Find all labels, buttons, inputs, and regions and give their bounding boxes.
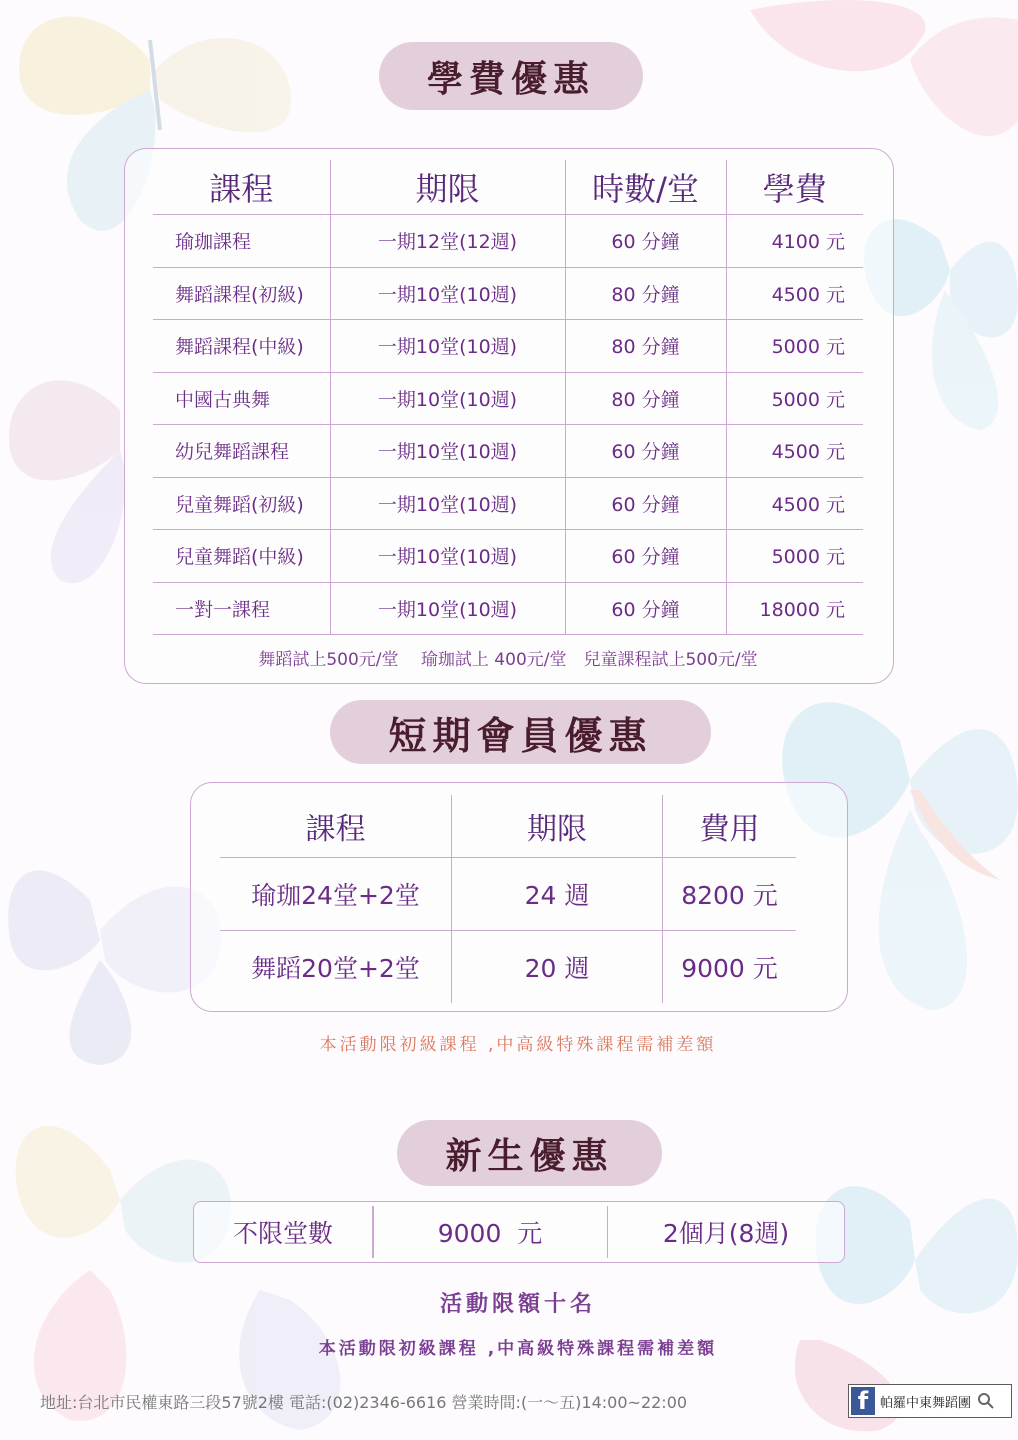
course-cell: 中國古典舞 (153, 372, 330, 425)
table-row (220, 858, 796, 931)
duration-cell: 60 分鐘 (565, 530, 726, 583)
fee-cell: 4500 元 (726, 477, 863, 530)
table-row (153, 477, 863, 530)
header-fee: 學費 (726, 160, 863, 215)
course-cell: 舞蹈課程(初級) (153, 267, 330, 320)
course-cell: 幼兒舞蹈課程 (153, 425, 330, 478)
period-cell: 一期10堂(10週) (330, 320, 565, 373)
course-cell: 兒童舞蹈(中級) (153, 530, 330, 583)
member-title: 短期會員優惠 (388, 713, 653, 758)
table-row (153, 215, 863, 268)
fee-cell: 4500 元 (726, 267, 863, 320)
course-cell: 一對一課程 (153, 582, 330, 635)
fee-cell: 18000 元 (726, 582, 863, 635)
header-duration: 時數/堂 (565, 160, 726, 215)
table-row (153, 425, 863, 478)
tuition-table (153, 160, 863, 635)
duration-cell: 60 分鐘 (565, 425, 726, 478)
newbie-offer-box (193, 1201, 845, 1263)
tuition-title-pill (379, 42, 643, 110)
period-cell: 一期10堂(10週) (330, 267, 565, 320)
fee-cell: 4500 元 (726, 425, 863, 478)
footer-address: 地址:台北市民權東路三段57號2樓 電話:(02)2346-6616 營業時間:(一～五)14:00~22:00 (40, 1393, 688, 1412)
header-period: 期限 (330, 160, 565, 215)
header-course: 課程 (153, 160, 330, 215)
facebook-search-badge[interactable] (848, 1384, 1012, 1418)
duration-cell: 80 分鐘 (565, 320, 726, 373)
butterfly-decoration-top-right (730, 0, 1018, 170)
newbie-title: 新生優惠 (445, 1135, 614, 1177)
table-row (153, 530, 863, 583)
duration-cell: 60 分鐘 (565, 215, 726, 268)
period-cell: 一期10堂(10週) (330, 530, 565, 583)
tuition-header-row (153, 160, 863, 215)
duration-cell: 60 分鐘 (565, 582, 726, 635)
period-cell: 一期10堂(10週) (330, 582, 565, 635)
period-cell: 24 週 (452, 858, 663, 931)
course-cell: 舞蹈20堂+2堂 (220, 931, 452, 1004)
table-row (153, 320, 863, 373)
period-cell: 20 週 (452, 931, 663, 1004)
newbie-price-cell: 9000 元 (437, 1219, 543, 1248)
trial-note: 舞蹈試上500元/堂 瑜珈試上 400元/堂 兒童課程試上500元/堂 (258, 650, 758, 670)
table-row (153, 582, 863, 635)
limit-note: 活動限額十名 (439, 1292, 596, 1317)
fee-cell: 5000 元 (726, 372, 863, 425)
member-header-row (220, 795, 796, 858)
duration-cell: 80 分鐘 (565, 372, 726, 425)
course-cell: 瑜珈24堂+2堂 (220, 858, 452, 931)
course-cell: 舞蹈課程(中級) (153, 320, 330, 373)
member-title-pill (330, 700, 711, 764)
header-period: 期限 (452, 795, 663, 858)
table-row (220, 931, 796, 1004)
newbie-note: 本活動限初級課程 ,中高級特殊課程需補差額 (318, 1339, 718, 1359)
fee-cell: 8200 元 (663, 858, 797, 931)
unlimited-classes-cell: 不限堂數 (232, 1219, 333, 1248)
header-fee: 費用 (663, 795, 797, 858)
duration-cell: 60 分鐘 (565, 477, 726, 530)
period-cell: 一期10堂(10週) (330, 477, 565, 530)
newbie-period-cell: 2個月(8週) (662, 1219, 790, 1248)
period-cell: 一期10堂(10週) (330, 425, 565, 478)
newbie-title-pill (397, 1120, 662, 1186)
search-icon (977, 1392, 995, 1410)
table-row (153, 267, 863, 320)
period-cell: 一期10堂(10週) (330, 372, 565, 425)
facebook-page-name: 帕羅中東舞蹈團 (880, 1395, 972, 1411)
period-cell: 一期12堂(12週) (330, 215, 565, 268)
tuition-title: 學費優惠 (426, 58, 595, 100)
fee-cell: 5000 元 (726, 320, 863, 373)
duration-cell: 80 分鐘 (565, 267, 726, 320)
table-row (153, 372, 863, 425)
fee-cell: 9000 元 (681, 954, 778, 983)
fee-cell: 4100 元 (726, 215, 863, 268)
course-cell: 兒童舞蹈(初級) (153, 477, 330, 530)
member-note: 本活動限初級課程 ,中高級特殊課程需補差額 (319, 1035, 717, 1055)
member-table (220, 795, 796, 1003)
header-course: 課程 (220, 795, 452, 858)
course-cell: 瑜珈課程 (153, 215, 330, 268)
fee-cell: 5000 元 (726, 530, 863, 583)
facebook-icon: f (851, 1387, 875, 1415)
